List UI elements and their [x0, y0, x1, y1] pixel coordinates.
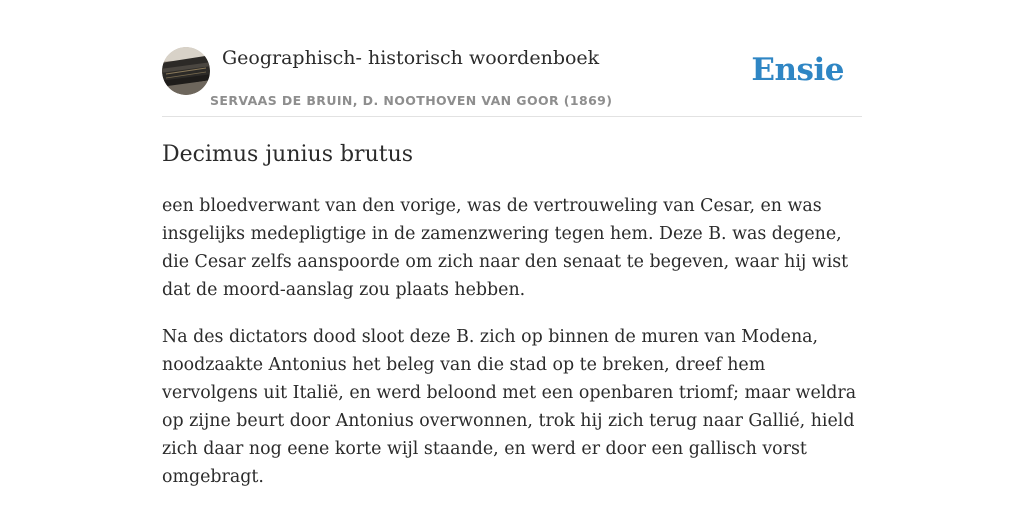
- entry-paragraph: een bloedverwant van den vorige, was de vertrouweling van Cesar, en was insgelijks medepligtige in de zamenzwering tegen hem. Deze B. was degene, die Cesar zelfs aanspoorde om zich naar den senaat te begeven, waar hij wist dat de moord-aanslag zou plaats hebben.: [162, 196, 849, 300]
- book-title[interactable]: Geographisch- historisch woordenboek: [222, 47, 600, 69]
- book-author: SERVAAS DE BRUIN, D. NOOTHOVEN VAN GOOR (1869): [210, 93, 613, 108]
- entry-title: Decimus junius brutus: [162, 142, 414, 167]
- ensie-logo[interactable]: Ensie: [751, 52, 844, 88]
- entry-body: [162, 192, 864, 510]
- book-cover-avatar[interactable]: [162, 47, 210, 95]
- book-header: [162, 40, 862, 117]
- entry-paragraph: Na des dictators dood sloot deze B. zich op binnen de muren van Modena, noodzaakte Antonius het beleg van die stad op te breken, dreef hem vervolgens uit Italië, en werd beloond met een openbaren triomf; maar weldra op zijne beurt door Antonius overwonnen, trok hij zich terug naar Gallié, hield zich daar nog eene korte wijl staande, en werd er door een gallisch vorst omgebragt.: [162, 327, 857, 487]
